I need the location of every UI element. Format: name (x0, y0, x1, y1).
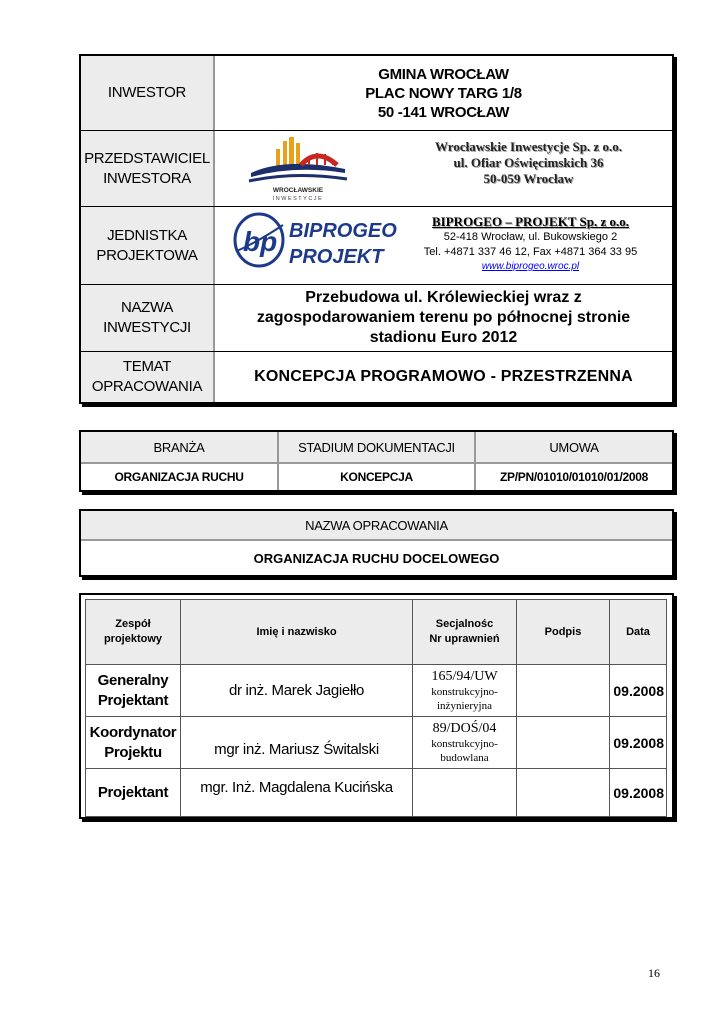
logo-word-1: BIPROGEO (289, 220, 397, 242)
header-team: Zespół projektowy (86, 600, 181, 665)
table-row (86, 769, 667, 817)
topic-row (81, 352, 672, 402)
representative-address: Wrocławskie Inwestycje Sp. z o.o. ul. Ofiar Oświęcimskich 36 50-059 Wrocław (435, 139, 622, 186)
header-contract: UMOWA (549, 439, 599, 455)
investment-row (81, 285, 672, 352)
investor-line-1: GMINA WROCŁAW (378, 65, 509, 83)
header-name: Imię i nazwisko (181, 600, 413, 665)
investment-label: NAZWA INWESTYCJI (81, 285, 215, 351)
logo-mark: bp (243, 226, 278, 257)
person-name: dr inż. Marek Jagiełło (181, 665, 413, 717)
license (413, 769, 517, 817)
document-info-header (81, 432, 672, 464)
investor-label: INWESTOR (81, 56, 215, 130)
representative-row (81, 131, 672, 207)
representative-label: PRZEDSTAWICIEL INWESTORA (81, 131, 215, 206)
value-branch: ORGANIZACJA RUCHU (81, 464, 279, 490)
table-row (86, 717, 667, 769)
designer-row (81, 207, 672, 285)
topic-value: KONCEPCJA PROGRAMOWO - PRZESTRZENNA (254, 368, 633, 385)
designer-website-link[interactable]: www.biprogeo.wroc.pl (481, 261, 580, 272)
investment-name: Przebudowa ul. Królewieckiej wraz z zagospodarowaniem terenu po północnej stronie stadionu Euro 2012 (256, 289, 631, 346)
person-name: mgr. Inż. Magdalena Kucińska (181, 769, 413, 817)
table-row (86, 665, 667, 717)
header-date: Data (610, 600, 667, 665)
value-stage: KONCEPCJA (279, 464, 476, 490)
logo-text-1: WROCŁAWSKIE (272, 187, 324, 194)
date: 09.2008 (610, 769, 667, 817)
designer-company: BIPROGEO – PROJEKT Sp. z o.o. (432, 214, 629, 229)
header-signature: Podpis (517, 600, 610, 665)
investor-line-3: 50 -141 WROCŁAW (377, 103, 510, 121)
document-name-table (79, 509, 674, 577)
date: 09.2008 (610, 717, 667, 769)
biprogeo-logo (233, 211, 397, 269)
license: 165/94/UW konstrukcyjno- inżynieryjna (413, 665, 517, 717)
investor-line-2: PLAC NOWY TARG 1/8 (365, 84, 522, 102)
investor-value (215, 56, 672, 130)
header-branch: BRANŻA (81, 432, 279, 462)
designer-info (395, 213, 666, 274)
wroclawskie-inwestycje-logo (245, 135, 351, 203)
designer-label: JEDNISTKA PROJEKTOWA (81, 207, 215, 284)
logo-text-2: INWESTYCJE (272, 196, 324, 202)
document-info-values (81, 464, 672, 490)
document-info-table (79, 430, 674, 492)
team-header-row (86, 600, 667, 665)
signature-cell (517, 717, 610, 769)
document-name-header: NAZWA OPRACOWANIA (81, 511, 672, 541)
signature-cell (517, 665, 610, 717)
role: Koordynator Projektu (86, 717, 181, 769)
designer-address: 52-418 Wrocław, ul. Bukowskiego 2 (443, 231, 618, 243)
team-table (79, 593, 674, 819)
page-number: 16 (648, 966, 660, 980)
person-name: mgr inż. Mariusz Świtalski (181, 717, 413, 769)
role: Projektant (86, 769, 181, 817)
header-license: Secjalnośc Nr uprawnień (413, 600, 517, 665)
license: 89/DOŚ/04 konstrukcyjno- budowlana (413, 717, 517, 769)
value-contract: ZP/PN/01010/01010/01/2008 (500, 470, 648, 484)
header-stage: STADIUM DOKUMENTACJI (279, 432, 476, 462)
title-block (79, 54, 674, 404)
role: Generalny Projektant (86, 665, 181, 717)
topic-label: TEMAT OPRACOWANIA (81, 352, 215, 402)
designer-phone: Tel. +4871 337 46 12, Fax +4871 364 33 95 (423, 246, 638, 258)
investor-row (81, 56, 672, 131)
logo-word-2: PROJEKT (289, 246, 384, 268)
signature-cell (517, 769, 610, 817)
date: 09.2008 (610, 665, 667, 717)
document-name-value: ORGANIZACJA RUCHU DOCELOWEGO (253, 550, 500, 566)
